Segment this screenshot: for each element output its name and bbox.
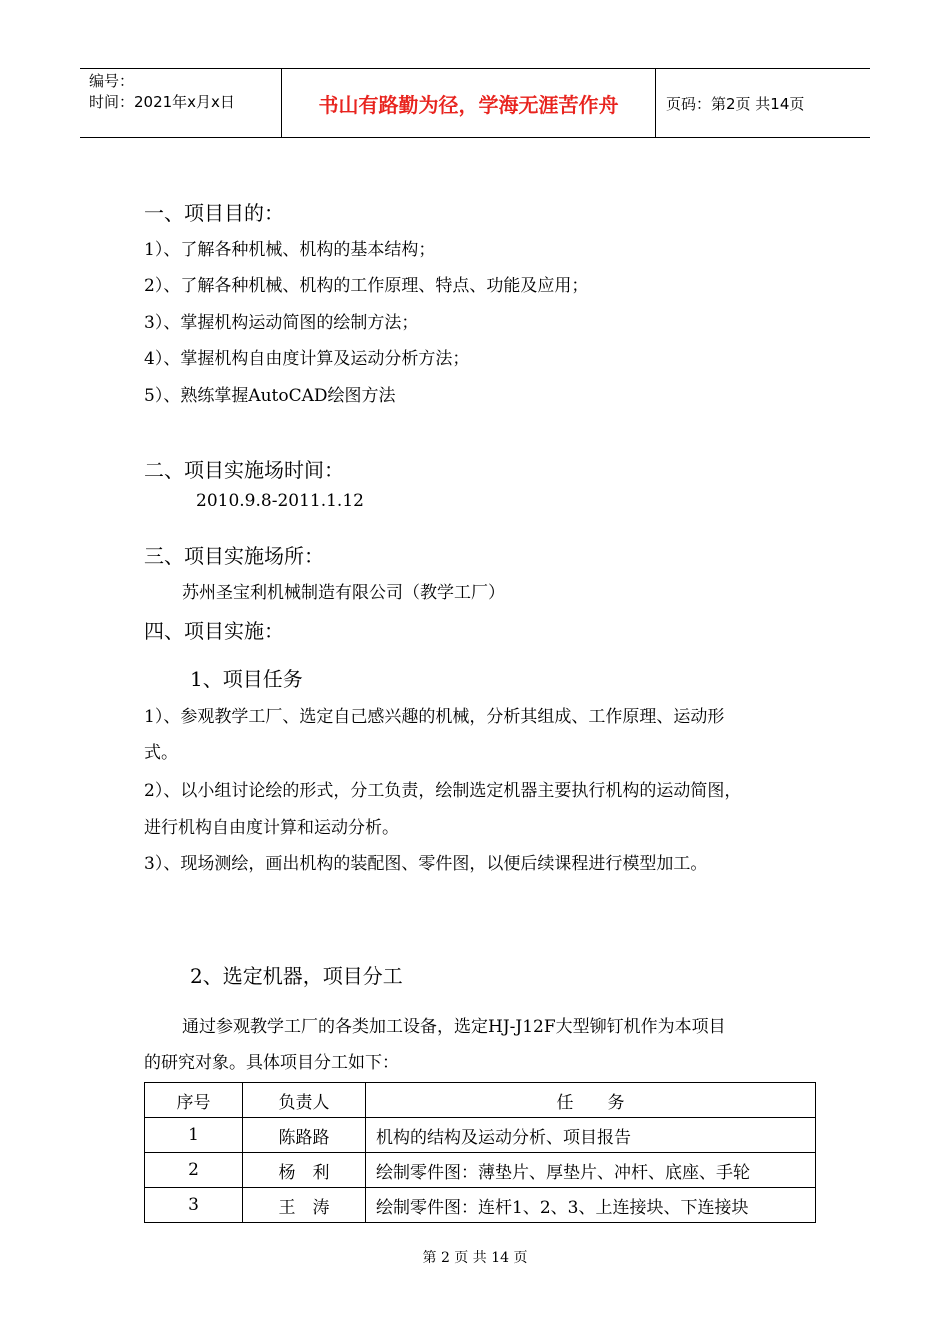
document-date: 时间：2021年x月x日 — [89, 93, 235, 111]
row-owner: 陈路路 — [243, 1118, 366, 1153]
intro-paragraph-line-2: 的研究对象。具体项目分工如下： — [144, 1053, 399, 1073]
project-period: 2010.9.8-2011.1.12 — [196, 491, 364, 511]
document-number-label: 编号： — [89, 72, 135, 90]
section-4-title: 四、项目实施： — [144, 619, 284, 643]
section-3-title: 三、项目实施场所： — [144, 544, 324, 568]
task-3-line-1: 3）、现场测绘，画出机构的装配图、零件图，以便后续课程进行模型加工。 — [144, 854, 708, 874]
task-2-line-1: 2）、以小组讨论绘的形式，分工负责，绘制选定机器主要执行机构的运动简图， — [144, 781, 742, 801]
table-row — [145, 1118, 816, 1153]
objective-item-4: 4）、掌握机构自由度计算及运动分析方法； — [144, 349, 470, 369]
objective-item-1: 1）、了解各种机械、机构的基本结构； — [144, 240, 436, 260]
header-page-info: 页码：第2页 共14页 — [666, 94, 805, 113]
task-1-line-1: 1）、参观教学工厂、选定自己感兴趣的机械，分析其组成、工作原理、运动形 — [144, 707, 725, 727]
table-row — [145, 1188, 816, 1223]
table-row — [145, 1153, 816, 1188]
row-number: 2 — [145, 1153, 243, 1188]
objective-item-2: 2）、了解各种机械、机构的工作原理、特点、功能及应用； — [144, 276, 589, 296]
task-2-line-2: 进行机构自由度计算和运动分析。 — [144, 818, 399, 838]
row-number: 1 — [145, 1118, 243, 1153]
header-meta — [80, 69, 282, 137]
section-2-title: 二、项目实施场时间： — [144, 458, 344, 482]
row-owner: 杨 利 — [243, 1153, 366, 1188]
subsection-1-title: 1、项目任务 — [190, 667, 303, 691]
row-owner: 王 涛 — [243, 1188, 366, 1223]
section-1-title: 一、项目目的： — [144, 201, 284, 225]
table-header-row — [145, 1083, 816, 1118]
objective-item-3: 3）、掌握机构运动简图的绘制方法； — [144, 313, 419, 333]
subsection-2-title: 2、选定机器，项目分工 — [190, 964, 403, 988]
row-task: 绘制零件图：薄垫片、厚垫片、冲杆、底座、手轮 — [366, 1153, 816, 1188]
row-task: 绘制零件图：连杆1、2、3、上连接块、下连接块 — [366, 1188, 816, 1223]
header-motto: 书山有路勤为径，学海无涯苦作舟 — [282, 69, 656, 137]
header-cell-owner: 负责人 — [243, 1083, 366, 1118]
objective-item-5: 5）、熟练掌握AutoCAD绘图方法 — [144, 386, 396, 406]
row-task: 机构的结构及运动分析、项目报告 — [366, 1118, 816, 1153]
intro-paragraph-line-1: 通过参观教学工厂的各类加工设备，选定HJ-J12F大型铆钉机作为本项目 — [182, 1017, 726, 1037]
header-cell-task: 任 务 — [366, 1083, 816, 1118]
assignment-table — [144, 1082, 816, 1223]
row-number: 3 — [145, 1188, 243, 1223]
header-cell-number: 序号 — [145, 1083, 243, 1118]
page-header — [80, 68, 870, 138]
project-location: 苏州圣宝利机械制造有限公司（教学工厂） — [182, 583, 505, 603]
task-1-line-2: 式。 — [144, 743, 178, 763]
page-footer: 第 2 页 共 14 页 — [422, 1250, 528, 1266]
